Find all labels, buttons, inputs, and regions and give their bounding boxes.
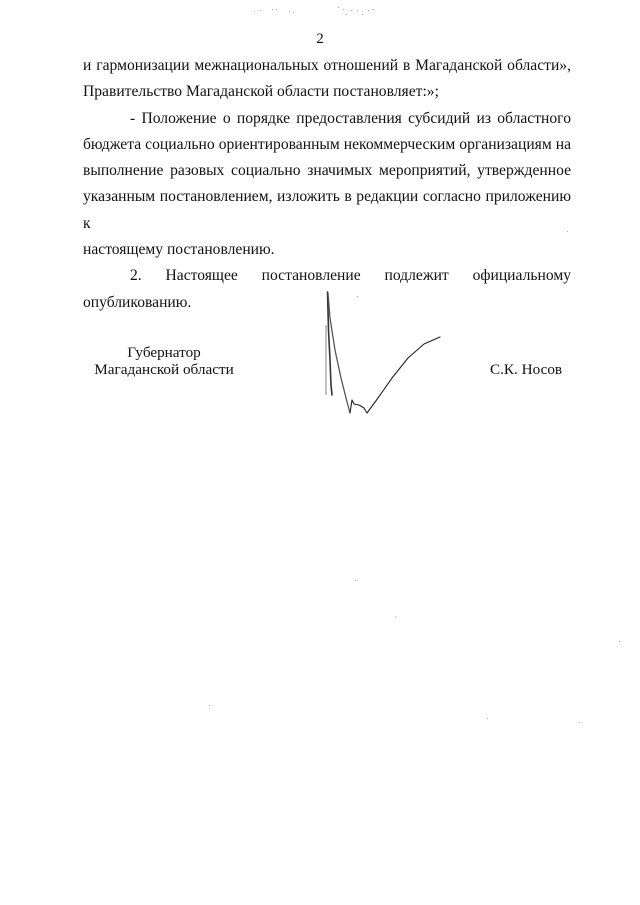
paragraph-amendment	[83, 106, 571, 264]
clause-number: 2.	[130, 267, 142, 285]
text-line: - Положение о порядке предоставления субсидий из областного	[130, 109, 571, 127]
document-body	[83, 53, 571, 316]
text-line: бюджета социально ориентированным некоммерческим организациям на	[83, 135, 571, 153]
scan-speck	[357, 10, 358, 11]
scan-speck	[487, 718, 488, 719]
text-line: настоящему постановлению.	[83, 241, 275, 259]
scan-speck	[395, 616, 396, 617]
word: подлежит	[384, 267, 449, 285]
scan-speck	[343, 9, 344, 10]
scan-speck	[338, 7, 339, 8]
scan-speck	[373, 9, 374, 10]
signatory-position	[84, 344, 244, 378]
scan-speck	[276, 9, 277, 10]
scan-speck	[351, 10, 352, 11]
scan-speck	[293, 12, 294, 13]
scan-speck	[368, 10, 369, 11]
text-line: опубликованию.	[83, 293, 192, 311]
handwritten-signature-icon	[300, 280, 460, 425]
scan-speck	[579, 722, 580, 723]
scan-speck	[346, 14, 347, 15]
page-number: 2	[316, 31, 324, 47]
text-line: выполнение разовых социально значимых мероприятий, утвержденное	[83, 162, 571, 180]
signatory-name: С.К. Носов	[490, 361, 563, 378]
text-line: указанным постановлением, изложить в редакции согласно приложению к	[83, 188, 571, 232]
scan-speck	[260, 10, 261, 11]
word: официальному	[472, 267, 571, 285]
position-line: Губернатор	[127, 344, 201, 361]
text-line: Правительство Магаданской области постановляет:»;	[83, 83, 439, 101]
text-line: и гармонизации межнациональных отношений в Магаданской области»,	[83, 57, 571, 74]
scan-speck	[362, 14, 363, 15]
scan-speck	[355, 580, 356, 581]
paragraph-continuation	[83, 53, 571, 106]
scan-speck	[254, 11, 255, 12]
word: Настоящее	[165, 267, 238, 285]
scan-speck	[272, 9, 273, 10]
scan-speck	[209, 705, 210, 706]
word: постановление	[261, 267, 361, 285]
position-line: Магаданской области	[94, 361, 234, 378]
scan-speck	[619, 641, 620, 642]
scan-speck	[289, 11, 290, 12]
